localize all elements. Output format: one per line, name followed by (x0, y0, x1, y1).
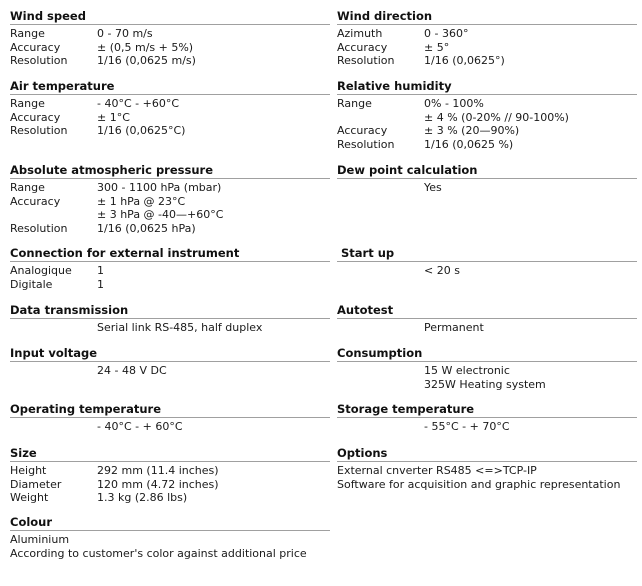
spec-label: Analogique (10, 264, 72, 277)
size-section (10, 446, 330, 505)
spec-value: ± 1 hPa @ 23°C (97, 194, 186, 208)
autotest-section (337, 303, 637, 335)
spec-value: - 40°C - + 60°C (97, 420, 183, 433)
spec-row (10, 321, 330, 335)
dew-point-rows (337, 181, 637, 195)
spec-row (10, 491, 330, 505)
spec-label: Resolution (10, 124, 68, 137)
operating-temperature-rows (10, 420, 330, 434)
spec-label: Height (10, 464, 47, 477)
spec-row (10, 41, 330, 55)
spec-row (337, 420, 637, 434)
wind-direction-title: Wind direction (337, 9, 637, 25)
autotest-rows (337, 321, 637, 335)
spec-value: 1/16 (0,0625 hPa) (97, 221, 196, 235)
spec-value: ± 3 hPa @ -40—+60°C (97, 208, 224, 221)
spec-label: Range (10, 181, 45, 194)
spec-label: Weight (10, 491, 49, 504)
spec-value: 0 - 70 m/s (97, 27, 153, 40)
start-up-title: Start up (337, 246, 637, 262)
spec-value: ± 4 % (0-20% // 90-100%) (424, 110, 569, 124)
spec-label: Range (10, 97, 45, 110)
spec-value: - 55°C - + 70°C (424, 420, 510, 433)
spec-value: < 20 s (424, 264, 460, 277)
spec-value: ± 3 % (20—90%) (424, 124, 520, 137)
spec-row (10, 97, 330, 111)
data-transmission-section (10, 303, 330, 335)
spec-value: - 40°C - +60°C (97, 97, 180, 110)
start-up-section (337, 246, 637, 278)
consumption-section (337, 346, 637, 391)
spec-row (337, 54, 637, 68)
spec-value: 0 - 360° (424, 27, 469, 40)
spec-row (10, 222, 330, 236)
pressure-rows (10, 181, 330, 235)
spec-label: Resolution (10, 221, 68, 235)
spec-label: Azimuth (337, 27, 383, 40)
relative-humidity-title: Relative humidity (337, 79, 637, 95)
colour-lines (10, 533, 330, 560)
option-line: Software for acquisition and graphic representation (337, 477, 621, 491)
spec-value: 1 (97, 277, 104, 291)
spec-row (10, 264, 330, 278)
air-temperature-title: Air temperature (10, 79, 330, 95)
spec-label (337, 321, 424, 335)
spec-row (10, 195, 330, 209)
spec-row (337, 181, 637, 195)
consumption-rows (337, 364, 637, 391)
spec-value: 1/16 (0,0625 m/s) (97, 54, 196, 67)
spec-value: ± (0,5 m/s + 5%) (97, 40, 194, 54)
spec-value: 325W Heating system (424, 377, 546, 391)
wind-speed-rows (10, 27, 330, 68)
spec-value: 1.3 kg (2.86 lbs) (97, 491, 188, 504)
spec-row (10, 464, 330, 478)
autotest-title: Autotest (337, 303, 637, 319)
connection-rows (10, 264, 330, 291)
input-voltage-rows (10, 364, 330, 378)
spec-label (10, 208, 97, 222)
input-voltage-section (10, 346, 330, 378)
colour-title: Colour (10, 515, 330, 531)
spec-row (337, 124, 637, 138)
pressure-title: Absolute atmospheric pressure (10, 163, 330, 179)
spec-label: Resolution (337, 54, 395, 67)
spec-value: 15 W electronic (424, 364, 510, 377)
size-title: Size (10, 446, 330, 462)
spec-label (337, 181, 424, 195)
spec-value: 24 - 48 V DC (97, 364, 167, 377)
spec-label: Diameter (10, 477, 62, 491)
spec-value: Serial link RS-485, half duplex (97, 321, 263, 334)
spec-row (10, 124, 330, 138)
options-section (337, 446, 637, 491)
spec-label (10, 364, 97, 378)
storage-temperature-title: Storage temperature (337, 402, 637, 418)
connection-section (10, 246, 330, 291)
spec-row (10, 54, 330, 68)
spec-label: Digitale (10, 277, 53, 291)
start-up-rows (337, 264, 637, 278)
spec-row (337, 264, 637, 278)
option-line: External cnverter RS485 <=>TCP-IP (337, 464, 537, 477)
consumption-title: Consumption (337, 346, 637, 362)
spec-value: 292 mm (11.4 inches) (97, 464, 219, 477)
spec-label (337, 378, 424, 392)
wind-speed-section (10, 9, 330, 68)
pressure-section (10, 163, 330, 235)
wind-direction-rows (337, 27, 637, 68)
spec-value: 0% - 100% (424, 97, 484, 110)
dew-point-section (337, 163, 637, 195)
spec-value: 120 mm (4.72 inches) (97, 477, 219, 491)
spec-value: 1 (97, 264, 104, 277)
size-rows (10, 464, 330, 505)
spec-row (10, 420, 330, 434)
connection-title: Connection for external instrument (10, 246, 330, 262)
relative-humidity-section (337, 79, 637, 151)
spec-label: Accuracy (10, 110, 61, 124)
spec-row (337, 111, 637, 125)
spec-row (10, 208, 330, 222)
data-transmission-rows (10, 321, 330, 335)
spec-row (10, 27, 330, 41)
spec-label: Accuracy (10, 40, 61, 54)
operating-temperature-title: Operating temperature (10, 402, 330, 418)
spec-row (10, 111, 330, 125)
spec-label: Resolution (10, 54, 68, 67)
spec-label: Accuracy (10, 194, 61, 208)
spec-value: Yes (424, 181, 442, 194)
spec-row (337, 378, 637, 392)
storage-temperature-rows (337, 420, 637, 434)
colour-line: According to customer's color against additional price (10, 546, 307, 560)
spec-label (10, 420, 97, 434)
spec-label (337, 111, 424, 125)
spec-value: Permanent (424, 321, 484, 334)
data-transmission-title: Data transmission (10, 303, 330, 319)
spec-label: Range (10, 27, 45, 40)
spec-value: ± 5° (424, 40, 450, 54)
spec-row (10, 278, 330, 292)
spec-row (337, 364, 637, 378)
colour-section (10, 515, 330, 560)
spec-row (337, 27, 637, 41)
spec-label (337, 264, 424, 278)
air-temperature-section (10, 79, 330, 138)
spec-value: 300 - 1100 hPa (mbar) (97, 181, 222, 194)
spec-row (337, 138, 637, 152)
air-temperature-rows (10, 97, 330, 138)
spec-label (337, 420, 424, 434)
spec-label: Range (337, 97, 372, 110)
spec-label: Accuracy (337, 40, 388, 54)
spec-row (337, 97, 637, 111)
options-title: Options (337, 446, 637, 462)
wind-direction-section (337, 9, 637, 68)
wind-speed-title: Wind speed (10, 9, 330, 25)
spec-row (10, 364, 330, 378)
spec-value: 1/16 (0,0625°C) (97, 124, 186, 137)
storage-temperature-section (337, 402, 637, 434)
spec-label: Resolution (337, 137, 395, 151)
dew-point-title: Dew point calculation (337, 163, 637, 179)
options-lines (337, 464, 637, 491)
spec-value: 1/16 (0,0625°) (424, 54, 505, 67)
relative-humidity-rows (337, 97, 637, 151)
spec-value: ± 1°C (97, 110, 130, 124)
spec-label (337, 364, 424, 378)
operating-temperature-section (10, 402, 330, 434)
spec-row (10, 181, 330, 195)
spec-value: 1/16 (0,0625 %) (424, 137, 514, 151)
spec-label (10, 321, 97, 335)
spec-row (337, 41, 637, 55)
spec-row (10, 478, 330, 492)
input-voltage-title: Input voltage (10, 346, 330, 362)
colour-line: Aluminium (10, 533, 70, 546)
spec-label: Accuracy (337, 124, 388, 137)
spec-row (337, 321, 637, 335)
